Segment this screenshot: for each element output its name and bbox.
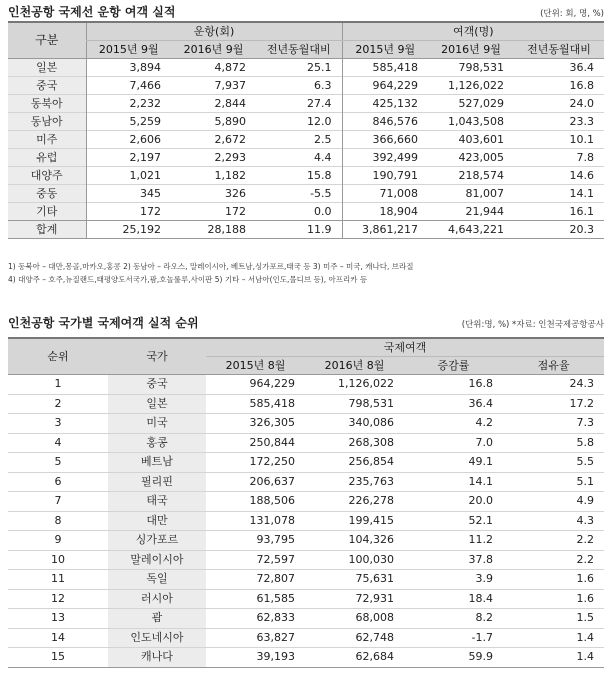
rank-cell: 9 [54, 533, 62, 546]
table-row [8, 185, 604, 203]
region-cell: 미주 [8, 131, 86, 149]
country-cell: 싱가포르 [108, 531, 206, 551]
share-cell: 2.2 [576, 552, 595, 566]
flights-2016-cell: 326 [225, 187, 246, 200]
header-col: 전년동월대비 [256, 41, 342, 59]
footnote: 1) 동북아 – 대만,몽골,마카오,홍콩 2) 동남아 – 라오스, 말레이시아, 베트남,싱가포르,태국 등 3) 미주 – 미국, 캐나다, 브라질 [8, 262, 414, 271]
region-cell: 유럽 [8, 149, 86, 167]
rank-cell: 12 [51, 591, 65, 605]
growth-cell: 14.1 [468, 474, 493, 488]
flights-yoy-cell: -5.5 [310, 187, 332, 200]
passengers-2016-cell: 423,005 [458, 151, 505, 164]
country-cell: 태국 [108, 492, 206, 512]
passengers-2016-cell: 1,126,022 [338, 377, 394, 390]
table-row [8, 59, 604, 77]
passengers-2015-cell: 964,229 [342, 77, 428, 95]
passengers-2015-cell: 39,193 [256, 650, 295, 663]
passengers-2015-cell: 846,576 [342, 113, 428, 131]
table-row [8, 221, 604, 239]
passengers-2016-cell: 798,531 [348, 396, 394, 410]
passengers-2016-cell: 62,748 [355, 630, 394, 644]
flights-2016-cell: 2,672 [214, 133, 246, 146]
country-cell: 필리핀 [108, 472, 206, 492]
region-cell: 합계 [8, 221, 86, 239]
growth-cell: 49.1 [468, 455, 493, 468]
table-row [8, 149, 604, 167]
growth-cell: 36.4 [468, 396, 493, 410]
share-cell: 1.5 [576, 611, 595, 624]
table-row [8, 95, 604, 113]
passengers-2015-cell: 172,250 [249, 455, 295, 468]
flights-2015-cell: 172 [86, 203, 171, 221]
region-cell: 기타 [8, 203, 86, 221]
passengers-yoy-cell: 23.3 [569, 115, 595, 128]
country-cell: 베트남 [108, 453, 206, 473]
rank-cell: 11 [51, 572, 65, 585]
flights-2016-cell: 4,872 [214, 61, 246, 74]
country-cell: 중국 [108, 375, 206, 395]
country-cell: 괌 [108, 609, 206, 629]
table-row [8, 609, 604, 629]
region-cell: 동북아 [8, 95, 86, 113]
table-row [8, 131, 604, 149]
passengers-2015-cell: 392,499 [342, 149, 428, 167]
growth-cell: 59.9 [468, 650, 493, 663]
growth-cell: 20.0 [468, 494, 493, 507]
passengers-2015-cell: 425,132 [342, 95, 428, 113]
region-cell: 동남아 [8, 113, 86, 131]
rank-cell: 4 [54, 435, 62, 449]
rank-cell: 3 [54, 416, 62, 429]
passengers-yoy-cell: 7.8 [576, 151, 595, 164]
header-passengers-group: 여객(명) [342, 22, 604, 41]
flights-2015-cell: 2,606 [86, 131, 171, 149]
passengers-yoy-cell: 16.8 [569, 79, 595, 92]
country-cell: 독일 [108, 570, 206, 590]
header-col: 전년동월대비 [514, 41, 604, 59]
share-cell: 4.3 [576, 513, 595, 527]
passengers-2016-cell: 527,029 [458, 97, 505, 110]
country-cell: 인도네시아 [108, 628, 206, 648]
country-cell: 러시아 [108, 589, 206, 609]
header-col: 2015년 9월 [342, 41, 428, 59]
table-row [8, 550, 604, 570]
region-cell: 중동 [8, 185, 86, 203]
passengers-2015-cell: 964,229 [249, 377, 295, 390]
passengers-2016-cell: 256,854 [348, 455, 394, 468]
flights-yoy-cell: 2.5 [314, 133, 332, 146]
share-cell: 5.8 [576, 435, 595, 449]
rank-cell: 7 [54, 494, 62, 507]
growth-cell: 8.2 [475, 611, 493, 624]
country-cell: 미국 [108, 414, 206, 434]
passengers-2016-cell: 72,931 [355, 591, 394, 605]
share-cell: 4.9 [576, 494, 595, 507]
flights-yoy-cell: 11.9 [256, 221, 342, 239]
passengers-2016-cell: 68,008 [355, 611, 394, 624]
header-col: 2015년 8월 [206, 357, 305, 375]
share-cell: 7.3 [576, 416, 595, 429]
rank-cell: 5 [54, 455, 62, 468]
region-cell: 중국 [8, 77, 86, 95]
growth-cell: 37.8 [468, 552, 493, 566]
header-col: 증감률 [404, 357, 503, 375]
passengers-2016-cell: 1,043,508 [448, 115, 505, 128]
passengers-2016-cell: 81,007 [465, 187, 505, 200]
flights-2015-cell: 25,192 [86, 221, 171, 239]
rank-cell: 8 [54, 513, 62, 527]
flights-yoy-cell: 4.4 [314, 151, 332, 164]
passengers-2015-cell: 188,506 [249, 494, 295, 507]
passengers-2016-cell: 21,944 [465, 205, 505, 218]
table-row [8, 648, 604, 668]
flights-yoy-cell: 12.0 [307, 115, 332, 128]
growth-cell: 52.1 [468, 513, 493, 527]
section2-title: 인천공항 국가별 국제여객 실적 순위 [8, 316, 199, 330]
table-row [8, 453, 604, 473]
share-cell: 5.5 [576, 455, 595, 468]
passengers-yoy-cell: 14.1 [569, 187, 595, 200]
passengers-2015-cell: 61,585 [256, 591, 295, 605]
passengers-2016-cell: 100,030 [348, 552, 394, 566]
header-category: 구분 [8, 22, 86, 59]
share-cell: 17.2 [569, 396, 595, 410]
passengers-2015-cell: 206,637 [249, 474, 295, 488]
passengers-2015-cell: 190,791 [342, 167, 428, 185]
header-flights-group: 운항(회) [86, 22, 342, 41]
growth-cell: 7.0 [475, 435, 493, 449]
passengers-2016-cell: 235,763 [348, 474, 394, 488]
header-col: 2016년 9월 [428, 41, 514, 59]
flights-2015-cell: 2,197 [86, 149, 171, 167]
table-row [8, 628, 604, 648]
table-row [8, 167, 604, 185]
passengers-2015-cell: 326,305 [249, 416, 295, 429]
passengers-2015-cell: 585,418 [342, 59, 428, 77]
flights-2015-cell: 5,259 [86, 113, 171, 131]
rank-cell: 15 [51, 650, 65, 663]
passengers-2016-cell: 4,643,221 [428, 221, 514, 239]
table-row [8, 433, 604, 453]
passengers-2015-cell: 131,078 [249, 513, 295, 527]
footnote: 4) 대양주 – 호주,뉴질랜드,태평양도서국가,괌,호놀룰루,사이판 5) 기타 – 서남아(인도,몰디브 등), 아프리카 등 [8, 275, 368, 284]
growth-cell: -1.7 [471, 630, 493, 644]
passengers-yoy-cell: 36.4 [569, 61, 595, 74]
growth-cell: 16.8 [468, 377, 493, 390]
passengers-2015-cell: 18,904 [342, 203, 428, 221]
rank-cell: 6 [54, 474, 62, 488]
share-cell: 1.4 [576, 630, 595, 644]
flights-yoy-cell: 25.1 [307, 61, 332, 74]
passengers-2016-cell: 798,531 [458, 61, 505, 74]
country-cell: 일본 [108, 394, 206, 414]
flights-2015-cell: 1,021 [86, 167, 171, 185]
flights-yoy-cell: 27.4 [307, 97, 332, 110]
passengers-2015-cell: 366,660 [342, 131, 428, 149]
share-cell: 2.2 [576, 533, 595, 546]
growth-cell: 4.2 [475, 416, 493, 429]
table-row [8, 531, 604, 551]
passengers-2016-cell: 218,574 [458, 169, 505, 182]
header-col: 2016년 9월 [171, 41, 256, 59]
header-col: 2015년 9월 [86, 41, 171, 59]
passengers-2015-cell: 585,418 [249, 396, 295, 410]
passengers-yoy-cell: 16.1 [569, 205, 595, 218]
passengers-2015-cell: 72,597 [256, 552, 295, 566]
passengers-2016-cell: 199,415 [348, 513, 394, 527]
table-row [8, 472, 604, 492]
flights-2015-cell: 2,232 [86, 95, 171, 113]
flights-2016-cell: 2,844 [214, 97, 246, 110]
share-cell: 1.6 [576, 591, 595, 605]
table-row [8, 511, 604, 531]
flights-2016-cell: 172 [225, 205, 246, 218]
country-cell: 캐나다 [108, 648, 206, 668]
passengers-2016-cell: 403,601 [458, 133, 505, 146]
passengers-2016-cell: 75,631 [355, 572, 394, 585]
flights-2016-cell: 5,890 [214, 115, 246, 128]
header-country: 국가 [108, 338, 206, 375]
passengers-yoy-cell: 14.6 [569, 169, 595, 182]
share-cell: 5.1 [576, 474, 595, 488]
flights-2016-cell: 2,293 [214, 151, 246, 164]
passengers-2016-cell: 1,126,022 [448, 79, 505, 92]
flights-yoy-cell: 15.8 [307, 169, 332, 182]
flights-yoy-cell: 0.0 [314, 205, 332, 218]
table-row [8, 570, 604, 590]
rank-cell: 13 [51, 611, 65, 624]
flights-2016-cell: 7,937 [214, 79, 246, 92]
passengers-2015-cell: 93,795 [256, 533, 295, 546]
section2-unit: (단위:명, %) *자료: 인천국제공항공사 [461, 320, 604, 330]
flights-2015-cell: 3,894 [86, 59, 171, 77]
passengers-yoy-cell: 10.1 [569, 133, 595, 146]
country-cell: 말레이시아 [108, 550, 206, 570]
section1-unit: (단위: 회, 명, %) [540, 9, 604, 19]
rank-cell: 10 [51, 552, 65, 566]
passengers-yoy-cell: 24.0 [569, 97, 595, 110]
flights-2016-cell: 1,182 [214, 169, 246, 182]
passengers-2015-cell: 3,861,217 [342, 221, 428, 239]
passengers-2015-cell: 250,844 [249, 435, 295, 449]
region-cell: 일본 [8, 59, 86, 77]
rank-cell: 14 [51, 630, 65, 644]
table-row [8, 394, 604, 414]
passengers-2016-cell: 62,684 [355, 650, 394, 663]
table-row [8, 77, 604, 95]
flights-2016-cell: 28,188 [171, 221, 256, 239]
share-cell: 24.3 [569, 377, 595, 390]
growth-cell: 11.2 [468, 533, 493, 546]
passengers-2015-cell: 63,827 [256, 630, 295, 644]
table-row [8, 492, 604, 512]
share-cell: 1.6 [576, 572, 595, 585]
table-row [8, 414, 604, 434]
header-intl-passengers: 국제여객 [206, 338, 604, 357]
country-ranking-table [8, 337, 604, 668]
growth-cell: 3.9 [475, 572, 493, 585]
header-rank: 순위 [8, 338, 108, 375]
region-cell: 대양주 [8, 167, 86, 185]
header-col: 점유율 [503, 357, 604, 375]
rank-cell: 1 [54, 377, 62, 390]
passengers-yoy-cell: 20.3 [514, 221, 604, 239]
flights-yoy-cell: 6.3 [314, 79, 332, 92]
table-row [8, 375, 604, 395]
flights-2015-cell: 345 [86, 185, 171, 203]
share-cell: 1.4 [576, 650, 595, 663]
passengers-2016-cell: 226,278 [348, 494, 394, 507]
passengers-2016-cell: 268,308 [348, 435, 394, 449]
section1-title: 인천공항 국제선 운항 여객 실적 [8, 5, 176, 19]
table-row [8, 203, 604, 221]
passengers-2015-cell: 71,008 [342, 185, 428, 203]
passengers-2015-cell: 62,833 [256, 611, 295, 624]
passengers-2016-cell: 340,086 [348, 416, 394, 429]
flight-passenger-table [8, 21, 604, 239]
country-cell: 대만 [108, 511, 206, 531]
table-row [8, 589, 604, 609]
header-col: 2016년 8월 [305, 357, 404, 375]
rank-cell: 2 [54, 396, 62, 410]
country-cell: 홍콩 [108, 433, 206, 453]
passengers-2015-cell: 72,807 [256, 572, 295, 585]
table-row [8, 113, 604, 131]
growth-cell: 18.4 [468, 591, 493, 605]
flights-2015-cell: 7,466 [86, 77, 171, 95]
passengers-2016-cell: 104,326 [348, 533, 394, 546]
